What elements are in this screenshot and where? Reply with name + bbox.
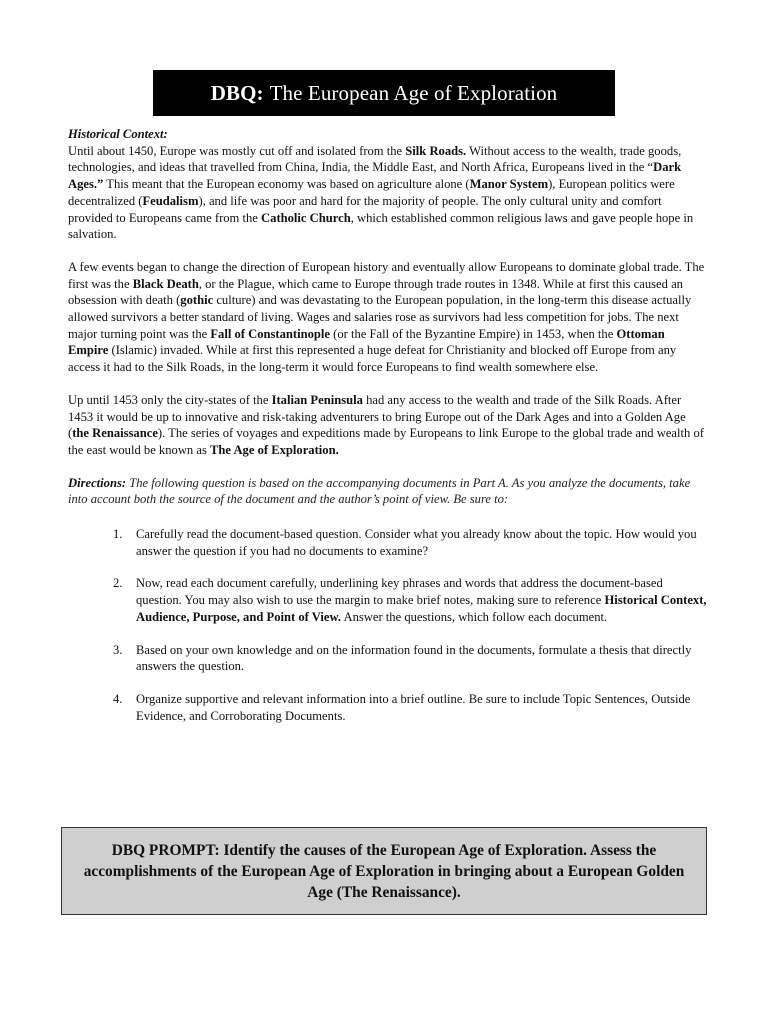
- title-banner: [153, 70, 615, 116]
- text-run: culture) and was devastating to the European population, in the long-term this disease actually allowed survivors a better standard of living. Wages and salaries rose as survivors had less competition for jobs. The next major turning point was the: [68, 293, 692, 341]
- bold-term: the Renaissance: [72, 426, 158, 441]
- bold-term: Ottoman Empire: [68, 326, 665, 358]
- historical-context-paragraph-2: [68, 259, 708, 376]
- text-run: Carefully read the document-based question. Consider what you already know about the topic. How would you answer the question if you had no documents to examine?: [136, 527, 697, 558]
- text-run: Organize supportive and relevant information into a brief outline. Be sure to include Topic Sentences, Outside Evidence, and Corroborating Documents.: [136, 691, 691, 723]
- step-number: 2.: [113, 576, 123, 591]
- step-text: [136, 692, 690, 723]
- directions-step: [68, 575, 708, 625]
- text-run: (Islamic) invaded. While at first this represented a huge defeat for Christianity and blocked off Europe from any access it had to the Silk Roads, in the long-term it would force Europeans to find wealth somewhere else.: [68, 343, 677, 375]
- text-run: Up until 1453 only the city-states of the: [68, 392, 272, 407]
- bold-term: Manor System: [469, 177, 549, 192]
- directions-step: [68, 691, 708, 724]
- text-run: Without access to the wealth, trade goods, technologies, and ideas that travelled from China, India, the Middle East, and North Africa, Europeans lived in the “: [68, 143, 682, 175]
- text-run: A few events began to change the direction of European history and eventually allow Europeans to dominate global trade. The first was the: [68, 259, 705, 291]
- bold-term: Black Death: [132, 276, 199, 291]
- text-run: ), and life was poor and hard for the majority of people. The only cultural unity and comfort provided to Europeans came from the: [68, 193, 662, 225]
- text-run: Now, read each document carefully, underlining key phrases and words that address the document-based question. You may also wish to use the margin to make brief notes, making sure to reference: [136, 576, 663, 608]
- bold-term: Historical Context, Audience, Purpose, and Point of View.: [136, 593, 707, 624]
- bold-term: The Age of Exploration.: [210, 442, 339, 457]
- text-run: , which established common religious laws and gave people hope in salvation.: [68, 210, 694, 242]
- bold-term: Feudalism: [142, 193, 199, 208]
- text-run: ), European politics were decentralized (: [68, 177, 675, 208]
- step-number: 4.: [113, 691, 123, 706]
- dbq-prompt-box: [61, 827, 707, 915]
- text-run: (or the Fall of the Byzantine Empire) in 1453, when the: [330, 326, 617, 341]
- text-run: had any access to the wealth and trade of the Silk Roads. After 1453 it would be up to innovative and risk-taking adventurers to bring Europe out of the Dark Ages and into a Golden Age (: [68, 392, 686, 441]
- text-run: Until about 1450, Europe was mostly cut off and isolated from the: [68, 143, 406, 158]
- bold-term: Catholic Church: [261, 210, 351, 225]
- page-title: The European Age of Exploration: [269, 80, 558, 105]
- directions-label: Directions:: [68, 475, 127, 490]
- dbq-prompt-text: DBQ PROMPT: Identify the causes of the European Age of Exploration. Assess the accomplishments of the European Age of Exploration in bringing about a European Golden Age (The Renaissance).: [83, 841, 685, 901]
- bold-term: Italian Peninsula: [271, 392, 363, 407]
- title-label: DBQ:: [210, 80, 264, 105]
- text-run: Based on your own knowledge and on the information found in the documents, formulate a thesis that directly answers the question.: [136, 642, 692, 674]
- directions-steps-list: [68, 526, 708, 724]
- directions-text: The following question is based on the accompanying documents in Part A. As you analyze the documents, take into account both the source of the document and the author’s point of view. Be sure to:: [68, 475, 691, 507]
- historical-context-paragraph-1: [68, 126, 708, 243]
- step-text: [136, 527, 697, 558]
- historical-context-paragraph-3: [68, 392, 708, 459]
- directions-paragraph: [68, 475, 708, 508]
- historical-context-text-1: [68, 144, 693, 242]
- bold-term: Dark Ages.”: [68, 160, 682, 192]
- text-run: Answer the questions, which follow each document.: [341, 609, 608, 624]
- step-text: [136, 643, 691, 674]
- text-run: , or the Plague, which came to Europe through trade routes in 1348. While at first this caused an obsession with death (: [68, 276, 683, 308]
- bold-term: Fall of Constantinople: [210, 326, 331, 341]
- historical-context-label: Historical Context:: [68, 127, 168, 141]
- step-text: [136, 576, 707, 623]
- directions-step: [68, 642, 708, 675]
- bold-term: gothic: [180, 293, 214, 308]
- step-number: 3.: [113, 642, 123, 657]
- step-number: 1.: [113, 527, 123, 542]
- text-run: ). The series of voyages and expeditions made by Europeans to link Europe to the global trade and wealth of the east would be known as: [68, 426, 704, 457]
- directions-step: [68, 526, 708, 559]
- bold-term: Silk Roads.: [405, 143, 467, 158]
- text-run: This meant that the European economy was based on agriculture alone (: [103, 177, 470, 192]
- main-content: [68, 126, 708, 740]
